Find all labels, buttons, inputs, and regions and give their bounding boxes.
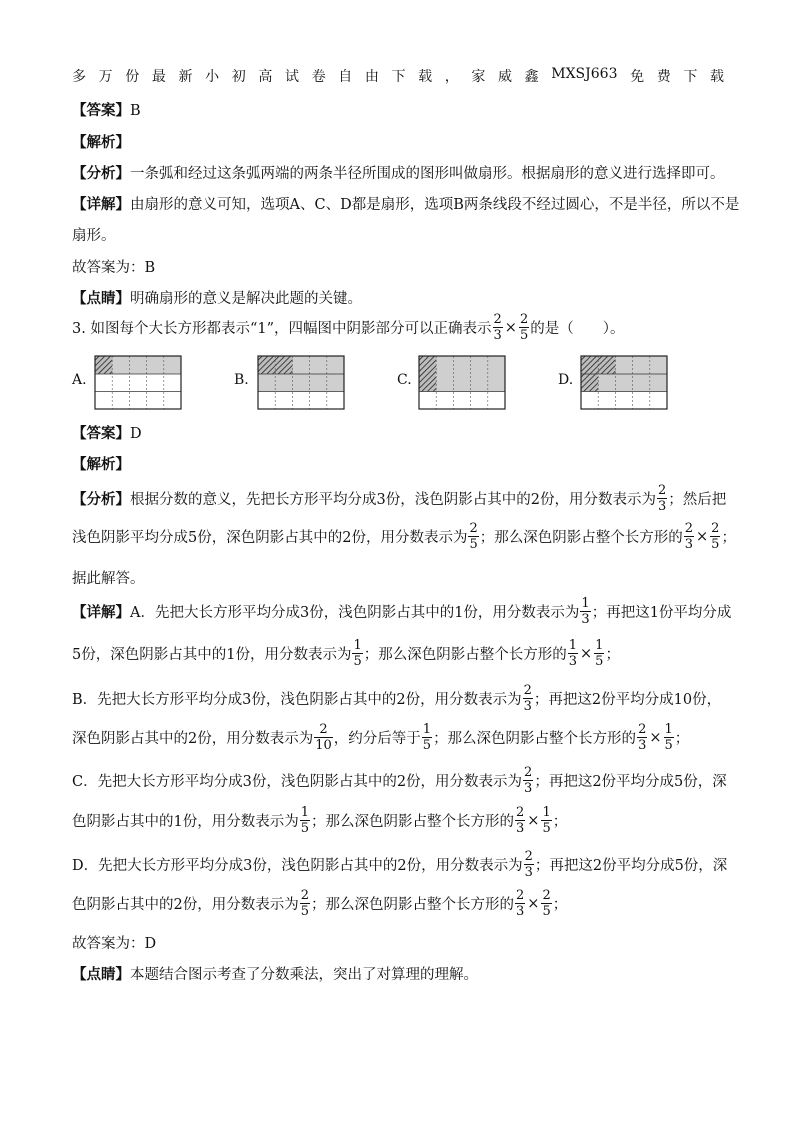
fenxi-text-b: ；那么深色阴影占整个长方形的 bbox=[479, 530, 683, 546]
fenxi-text: 根据分数的意义，先把长方形平均分成3份，浅色阴影占其中的2份，用分数表示为 bbox=[130, 492, 656, 508]
header-char: 载 bbox=[709, 69, 724, 85]
detail-c-line-2: 色阴影占其中的1份，用分数表示为 $\frac{1}{5}$ ；那么深色阴影占整个长方形的 $\frac{2}{3}$ × $\frac{1}{5}$ ； bbox=[72, 805, 568, 836]
option-d-figure bbox=[580, 355, 670, 411]
detail-text-b: ，约分后等于 bbox=[333, 731, 421, 747]
fraction: $\frac{1}{3}$ bbox=[568, 638, 578, 669]
q3-key-point bbox=[72, 963, 478, 984]
q3-fenxi-line-2: 浅色阴影平均分成5份，深色阴影占其中的2份，用分数表示为 $\frac{2}{5}$ ；那么深色阴影占整个长方形的 $\frac{2}{3}$ × $\frac{2}{5}$ ； bbox=[72, 521, 736, 552]
fraction: $\frac{2}{3}$ bbox=[524, 849, 533, 880]
detail-text: 5份，深色阴影占其中的1份，用分数表示为 bbox=[72, 647, 352, 663]
detail-d-line-2: 色阴影占其中的2份，用分数表示为 $\frac{2}{5}$ ；那么深色阴影占整个长方形的 $\frac{2}{3}$ × $\frac{2}{5}$ ； bbox=[72, 888, 568, 919]
header-char: 卷 bbox=[311, 69, 326, 85]
detail-d-line-1 bbox=[72, 849, 727, 880]
detail-text-b: ；那么深色阴影占整个长方形的 bbox=[363, 647, 567, 663]
fraction: $\frac{2}{3}$ bbox=[684, 521, 694, 552]
fraction: $\frac{1}{5}$ bbox=[542, 805, 551, 836]
analysis-heading: 【解析】 bbox=[72, 134, 130, 151]
detail-text: 色阴影占其中的1份，用分数表示为 bbox=[72, 814, 299, 830]
detail-c-line-1 bbox=[72, 765, 727, 796]
header-char: MXSJ663 bbox=[551, 66, 618, 82]
header-char: 小 bbox=[205, 69, 220, 85]
fraction: $\frac{1}{3}$ bbox=[581, 596, 590, 627]
numerator: 2 bbox=[519, 312, 529, 327]
detail-text: 深色阴影占其中的2份，用分数表示为 bbox=[72, 731, 314, 747]
denominator: 5 bbox=[519, 328, 529, 343]
detail-text: 色阴影占其中的2份，用分数表示为 bbox=[72, 897, 299, 913]
header-char: 万 bbox=[98, 69, 113, 85]
detail-text-2: 扇形。 bbox=[72, 228, 116, 244]
option-b-figure bbox=[257, 355, 347, 411]
answer-tag: 【答案】 bbox=[72, 102, 130, 119]
fenxi-text: 一条弧和经过这条弧两端的两条半径所围成的图形叫做扇形。根据扇形的意义进行选择即可。 bbox=[130, 166, 725, 182]
detail-text-b: ；再把这2份平均分成5份，深 bbox=[534, 858, 728, 874]
detail-text-b: ；再把这1份平均分成 bbox=[591, 605, 732, 621]
stem-text-a: 3. 如图每个大长方形都表示“1”，四幅图中阴影部分可以正确表示 bbox=[72, 321, 492, 337]
fraction bbox=[519, 312, 529, 343]
conclusion: 故答案为：B bbox=[72, 260, 156, 276]
fraction: $\frac{2}{3}$ bbox=[516, 888, 525, 919]
fraction: $\frac{2}{5}$ bbox=[469, 521, 478, 552]
header-char: 免 bbox=[630, 69, 645, 85]
fraction: $\frac{2}{3}$ bbox=[657, 483, 667, 514]
dianjing-text: 明确扇形的意义是解决此题的关键。 bbox=[130, 291, 362, 307]
answer-value: B bbox=[130, 103, 141, 119]
fenxi-tag: 【分析】 bbox=[72, 491, 130, 508]
detail-b-line-2: 深色阴影占其中的2份，用分数表示为 $\frac{2}{10}$ ，约分后等于 $\frac{1}{5}$ ；那么深色阴影占整个长方形的 $\frac{2}{3}$ × $\frac{1}{5}$ ； bbox=[72, 722, 690, 753]
header-char: 最 bbox=[151, 69, 166, 85]
xiangjie-tag: 【详解】 bbox=[72, 604, 130, 621]
q3-fenxi-line-3: 据此解答。 bbox=[72, 571, 145, 587]
fraction: $\frac{1}{5}$ bbox=[422, 722, 432, 753]
fraction: $\frac{2}{5}$ bbox=[300, 888, 310, 919]
header-char: 威 bbox=[498, 69, 512, 85]
times-sign: × bbox=[504, 319, 517, 336]
detail-text-c: ；那么深色阴影占整个长方形的 bbox=[433, 731, 637, 747]
dianjing-tag: 【点睛】 bbox=[72, 290, 130, 307]
header-char: 费 bbox=[656, 69, 671, 85]
header-char: 下 bbox=[683, 69, 698, 85]
answer-value: D bbox=[130, 426, 142, 442]
option-a-label: A. bbox=[72, 372, 87, 388]
detail-text-b: ；那么深色阴影占整个长方形的 bbox=[311, 814, 515, 830]
fraction: $\frac{2}{5}$ bbox=[711, 521, 720, 552]
detail-text-b: ；再把这2份平均分成10份， bbox=[533, 692, 722, 708]
option-c-figure bbox=[418, 355, 508, 411]
stem-text-b: 的是（ ）。 bbox=[530, 321, 625, 337]
key-point bbox=[72, 287, 362, 308]
header-char: ， bbox=[444, 69, 459, 85]
q3-fenxi-line-1 bbox=[72, 483, 726, 514]
header-char: 份 bbox=[125, 69, 140, 85]
detail-text: D．先把大长方形平均分成3份，浅色阴影占其中的2份，用分数表示为 bbox=[72, 858, 523, 874]
option-a-figure bbox=[94, 355, 184, 411]
answer-tag: 【答案】 bbox=[72, 425, 130, 442]
q3-answer-line bbox=[72, 422, 142, 443]
header-char: 家 bbox=[471, 69, 486, 85]
header-char: 由 bbox=[364, 69, 379, 85]
fenxi-tag: 【分析】 bbox=[72, 165, 130, 182]
option-c-label: C. bbox=[397, 372, 412, 388]
fenxi-text: 浅色阴影平均分成5份，深色阴影占其中的2份，用分数表示为 bbox=[72, 530, 468, 546]
header-char: 鑫 bbox=[524, 69, 539, 85]
q3-conclusion: 故答案为：D bbox=[72, 936, 157, 952]
detail-a-line-2: 5份，深色阴影占其中的1份，用分数表示为 $\frac{1}{5}$ ；那么深色阴影占整个长方形的 $\frac{1}{3}$ × $\frac{1}{5}$ ； bbox=[72, 638, 620, 669]
fraction: $\frac{2}{5}$ bbox=[542, 888, 551, 919]
dianjing-text: 本题结合图示考查了分数乘法，突出了对算理的理解。 bbox=[130, 967, 478, 983]
xiangjie-tag: 【详解】 bbox=[72, 196, 130, 213]
option-d-label: D. bbox=[558, 372, 574, 388]
header-char: 自 bbox=[338, 69, 353, 85]
semicolon: ； bbox=[721, 530, 736, 546]
page-header bbox=[72, 66, 724, 86]
header-char: 下 bbox=[391, 69, 406, 85]
detail-text bbox=[72, 193, 739, 214]
fraction: $\frac{2}{3}$ bbox=[638, 722, 647, 753]
header-char: 新 bbox=[178, 69, 193, 85]
detail-text: A．先把大长方形平均分成3份，浅色阴影占其中的1份，用分数表示为 bbox=[130, 605, 580, 621]
fraction: $\frac{2}{3}$ bbox=[516, 805, 525, 836]
option-b-label: B. bbox=[234, 372, 249, 388]
header-char: 多 bbox=[72, 69, 86, 85]
fraction: $\frac{1}{5}$ bbox=[353, 638, 362, 669]
fraction bbox=[493, 312, 503, 343]
fraction: $\frac{2}{3}$ bbox=[524, 765, 533, 796]
detail-text-b: ；再把这2份平均分成5份，深 bbox=[534, 774, 727, 790]
detail-b-line-1 bbox=[72, 683, 721, 714]
answer-line bbox=[72, 99, 141, 120]
header-char: 试 bbox=[285, 69, 299, 85]
detail-a-line-1 bbox=[72, 596, 731, 627]
numerator: 2 bbox=[493, 312, 502, 327]
detail-text: B．先把大长方形平均分成3份，浅色阴影占其中的2份，用分数表示为 bbox=[72, 692, 522, 708]
analysis-text bbox=[72, 162, 725, 183]
header-char: 载 bbox=[418, 69, 433, 85]
fraction: $\frac{1}{5}$ bbox=[595, 638, 604, 669]
fraction: $\frac{2}{3}$ bbox=[523, 683, 532, 714]
header-char: 高 bbox=[258, 69, 273, 85]
fraction: $\frac{1}{5}$ bbox=[300, 805, 310, 836]
detail-text-b: ；那么深色阴影占整个长方形的 bbox=[311, 897, 515, 913]
fraction: $\frac{1}{5}$ bbox=[664, 722, 673, 753]
fraction: $\frac{2}{10}$ bbox=[315, 722, 332, 753]
xiangjie-text-1: 由扇形的意义可知，选项A、C、D都是扇形，选项B两条线段不经过圆心，不是半径，所以不是 bbox=[130, 197, 740, 213]
dianjing-tag: 【点睛】 bbox=[72, 966, 130, 983]
header-char: 初 bbox=[231, 69, 246, 85]
q3-analysis-heading: 【解析】 bbox=[72, 456, 130, 473]
fenxi-text-b: ；然后把 bbox=[668, 492, 727, 508]
detail-text: C．先把大长方形平均分成3份，浅色阴影占其中的2份，用分数表示为 bbox=[72, 774, 523, 790]
question-3-stem bbox=[72, 312, 624, 343]
denominator: 3 bbox=[493, 328, 502, 343]
